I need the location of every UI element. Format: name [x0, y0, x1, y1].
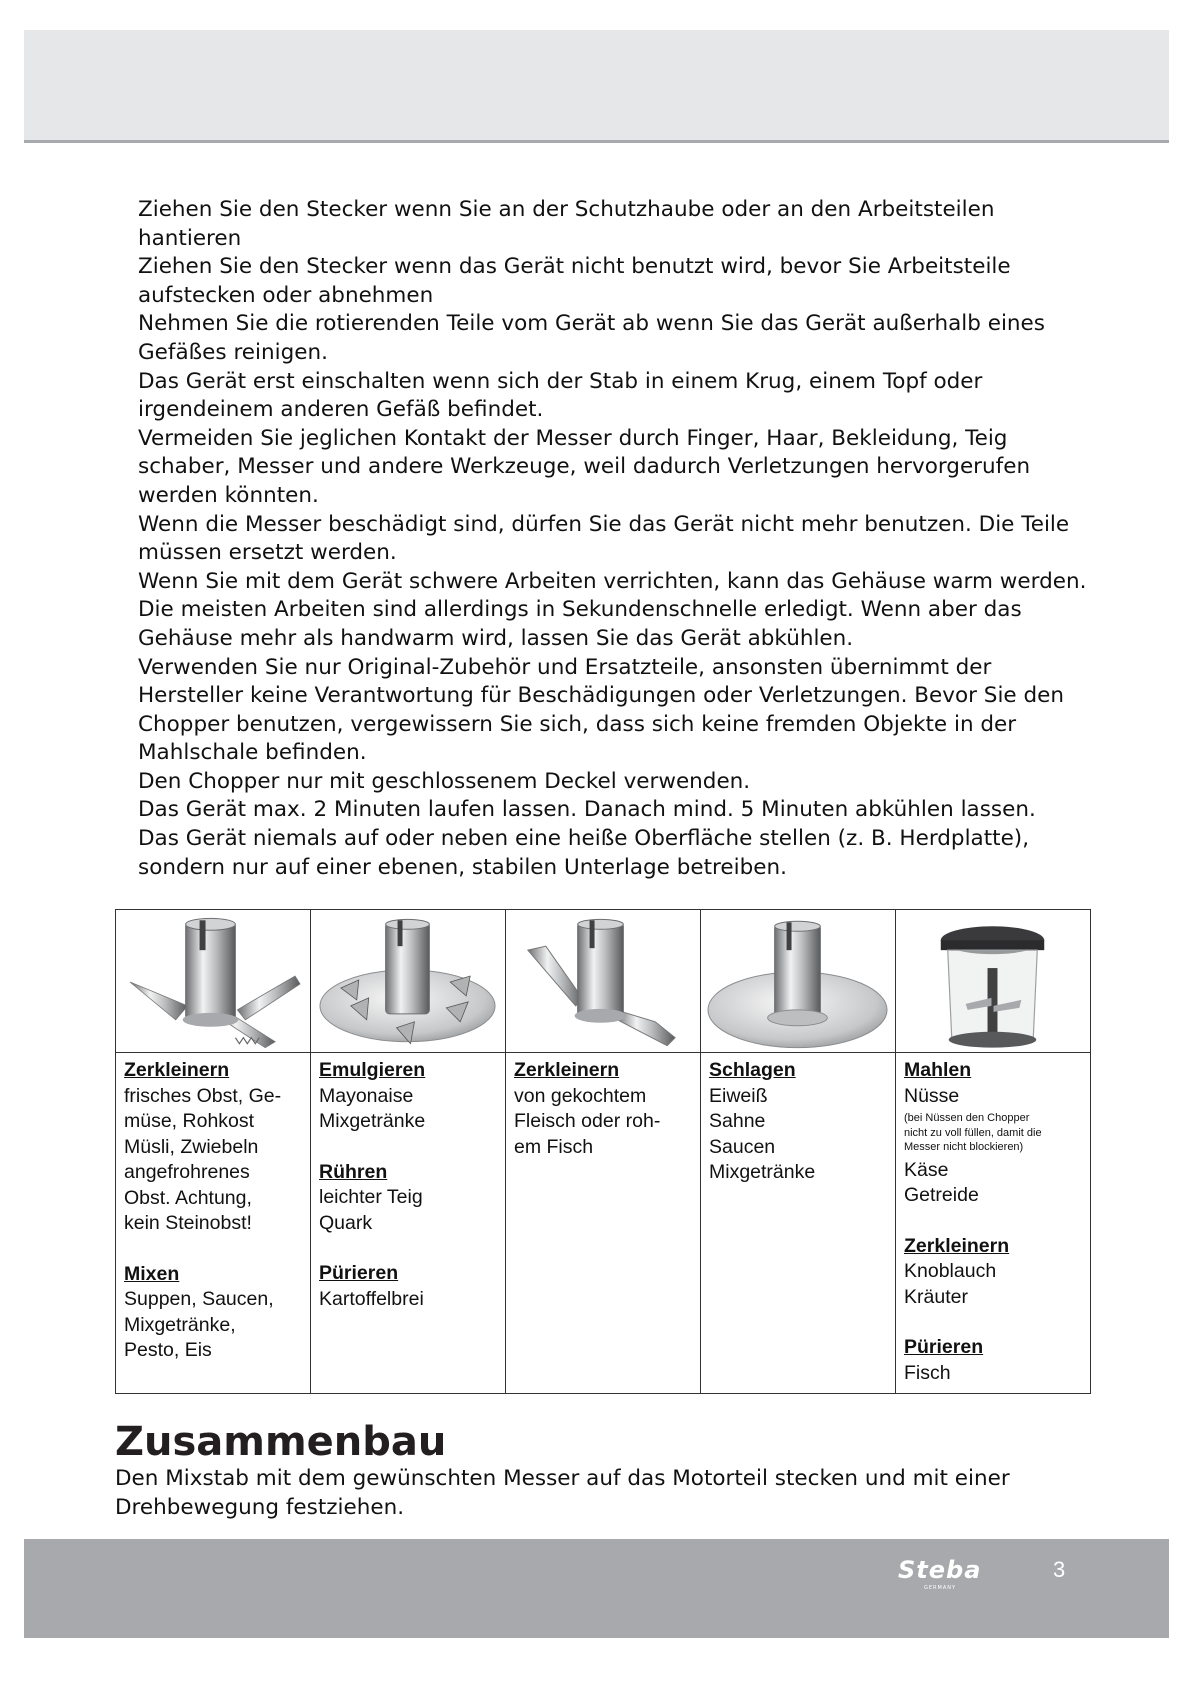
col5-line: Getreide	[904, 1184, 979, 1206]
col4-line: Saucen	[709, 1135, 776, 1158]
chopper-bowl-image	[896, 910, 1090, 1052]
col1-heading-2: Mixen	[124, 1262, 180, 1285]
col-zerkleinern-mixen	[116, 1053, 311, 1394]
col5-note-line: (bei Nüssen den Chopper	[904, 1112, 1030, 1124]
col4-line: Sahne	[709, 1110, 766, 1132]
footer-band	[24, 1539, 1169, 1638]
col1-line: Mixgetränke,	[124, 1313, 236, 1336]
col3-line: Fleisch oder roh-	[514, 1110, 661, 1132]
col1-line: Obst. Achtung,	[124, 1186, 252, 1209]
assembly-text: Den Mixstab mit dem gewünschten Messer auf das Motorteil stecken und mit einer Drehbewegung festziehen.	[115, 1466, 1010, 1520]
safety-instructions	[138, 196, 1098, 882]
col1-line: angefrohrenes	[124, 1161, 250, 1183]
cross-blade-image	[116, 910, 310, 1052]
col1-line: Pesto, Eis	[124, 1339, 212, 1361]
attachments-table	[115, 909, 1091, 1394]
image-cell	[116, 910, 311, 1053]
col2-line: Kartoffelbrei	[319, 1287, 424, 1310]
page-number: 3	[1053, 1557, 1066, 1582]
safety-line: Ziehen Sie den Stecker wenn das Gerät nicht benutzt wird, bevor Sie Arbeitsteile aufstecken oder abnehmen	[138, 254, 1011, 308]
col5-note	[904, 1111, 1084, 1155]
col1-line: Suppen, Saucen,	[124, 1288, 274, 1310]
safety-line: Wenn Sie mit dem Gerät schwere Arbeiten verrichten, kann das Gehäuse warm werden. Die meisten Arbeiten sind allerdings in Sekundenschnelle erledigt. Wenn aber das Gehäuse mehr als handwarm wird, lassen Sie das Gerät abkühlen.	[138, 568, 1087, 651]
safety-line: Den Chopper nur mit geschlossenem Deckel verwenden.	[138, 768, 751, 794]
col5-heading-2: Zerkleinern	[904, 1234, 1010, 1257]
header-band	[24, 30, 1169, 143]
image-cell	[896, 910, 1091, 1053]
brand-logo: Steba	[898, 1556, 982, 1584]
col3-line: em Fisch	[514, 1135, 594, 1158]
col-emulgieren	[311, 1053, 506, 1394]
col4-heading-1: Schlagen	[709, 1059, 796, 1081]
col5-line: Fisch	[904, 1361, 951, 1384]
whisk-disc-image	[701, 910, 895, 1052]
col2-heading-3: Pürieren	[319, 1262, 399, 1284]
col5-heading-1: Mahlen	[904, 1059, 972, 1081]
image-cell	[311, 910, 506, 1053]
col2-line: leichter Teig	[319, 1186, 423, 1208]
safety-line: Das Gerät max. 2 Minuten laufen lassen. Danach mind. 5 Minuten abkühlen lassen.	[138, 797, 1036, 823]
col4-line: Eiweiß	[709, 1084, 768, 1107]
col5-line: Nüsse	[904, 1084, 960, 1107]
col5-note-line: nicht zu voll füllen, damit die	[904, 1126, 1042, 1139]
col3-heading-1: Zerkleinern	[514, 1059, 620, 1081]
col-mahlen	[896, 1053, 1091, 1394]
col1-heading-1: Zerkleinern	[124, 1059, 230, 1081]
image-cell	[701, 910, 896, 1053]
safety-line: Vermeiden Sie jeglichen Kontakt der Messer durch Finger, Haar, Bekleidung, Teig schaber, Messer und andere Werkzeuge, weil dadurch Verletzungen hervorgerufen werden könnten.	[138, 425, 1031, 508]
col3-line: von gekochtem	[514, 1084, 647, 1107]
col1-line: müse, Rohkost	[124, 1110, 255, 1132]
meat-blade-image	[506, 910, 700, 1052]
col2-heading-2: Rühren	[319, 1160, 388, 1183]
col4-line: Mixgetränke	[709, 1161, 816, 1183]
col2-line: Mixgetränke	[319, 1110, 426, 1132]
brand-subtitle: GERMANY	[924, 1585, 957, 1591]
image-cell	[506, 910, 701, 1053]
safety-line: Ziehen Sie den Stecker wenn Sie an der Schutzhaube oder an den Arbeitsteilen hantieren	[138, 197, 995, 251]
col2-heading-1: Emulgieren	[319, 1059, 426, 1081]
emulsifier-disc-image	[311, 910, 505, 1052]
safety-line: Das Gerät niemals auf oder neben eine heiße Oberfläche stellen (z. B. Herdplatte), sondern nur auf einer ebenen, stabilen Unterlage betreiben.	[138, 826, 1030, 880]
col-zerkleinern-fleisch	[506, 1053, 701, 1394]
safety-line: Verwenden Sie nur Original-Zubehör und Ersatzteile, ansonsten übernimmt der Hersteller keine Verantwortung für Beschädigungen oder Verletzungen. Bevor Sie den Chopper benutzen, vergewissern Sie sich, dass sich keine fremden Objekte in der Mahlschale befinden.	[138, 654, 1064, 766]
col5-heading-3: Pürieren	[904, 1336, 984, 1358]
col5-line: Kräuter	[904, 1285, 968, 1308]
col5-note-line: Messer nicht blockieren)	[904, 1141, 1024, 1153]
col1-line: kein Steinobst!	[124, 1212, 252, 1234]
col2-line: Quark	[319, 1211, 373, 1234]
col5-line: Knoblauch	[904, 1260, 997, 1282]
col-schlagen	[701, 1053, 896, 1394]
section-title: Zusammenbau	[115, 1419, 447, 1465]
safety-line: Nehmen Sie die rotierenden Teile vom Gerät ab wenn Sie das Gerät außerhalb eines Gefäßes reinigen.	[138, 311, 1045, 365]
col5-line: Käse	[904, 1158, 949, 1181]
safety-line: Wenn die Messer beschädigt sind, dürfen Sie das Gerät nicht mehr benutzen. Die Teile müssen ersetzt werden.	[138, 511, 1070, 566]
col1-line: frisches Obst, Ge-	[124, 1084, 282, 1107]
col2-line: Mayonaise	[319, 1084, 414, 1107]
safety-line: Das Gerät erst einschalten wenn sich der Stab in einem Krug, einem Topf oder irgendeinem anderen Gefäß befindet.	[138, 368, 983, 423]
col1-line: Müsli, Zwiebeln	[124, 1135, 259, 1158]
